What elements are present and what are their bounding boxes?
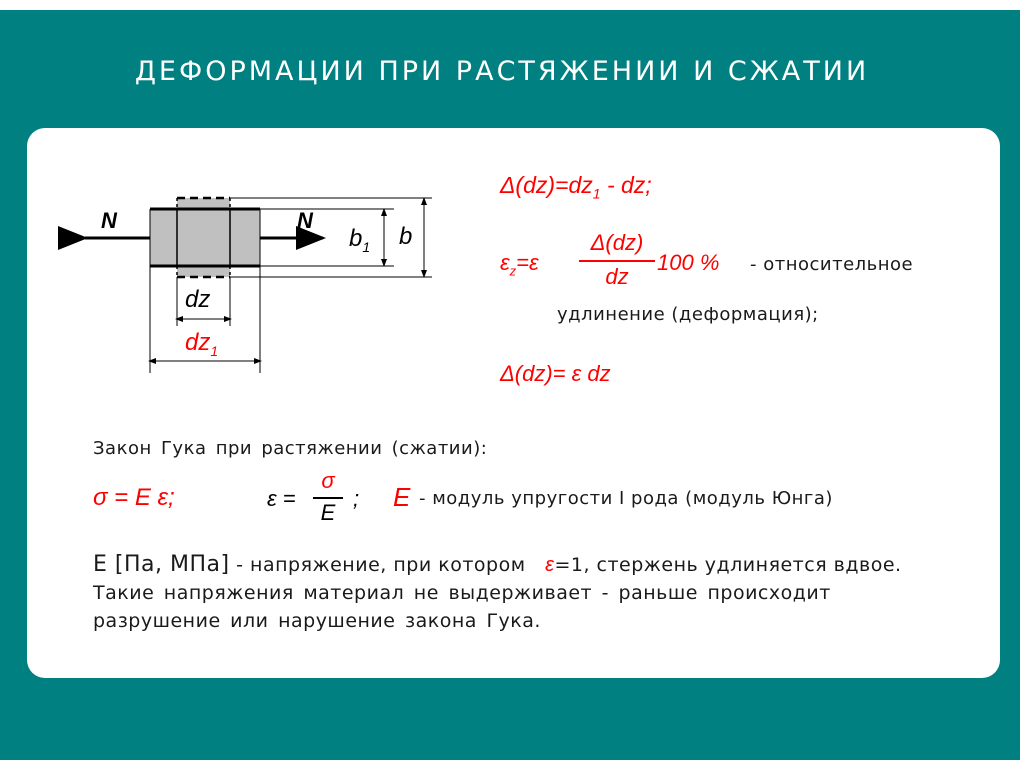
dz-label: dz: [185, 286, 211, 313]
slide-title: ДЕФОРМАЦИИ ПРИ РАСТЯЖЕНИИ И СЖАТИИ: [134, 56, 870, 87]
content-card: [27, 128, 1000, 678]
dz1-label: $dz_1$: [185, 329, 219, 359]
young-modulus-symbol: E: [393, 482, 411, 512]
note-line-1: Е [Па, МПа] - напряжение, при котором ε=1, стержень удлиняется вдвое.: [93, 552, 902, 577]
hooke-law: σ = E ε;: [93, 484, 175, 511]
slide-background: [0, 10, 1020, 760]
strain-lhs: $\varepsilon_z=\varepsilon$: [500, 250, 539, 279]
strain-description-2: удлинение (деформация);: [557, 304, 819, 325]
delta-dz-eps: Δ(dz)= ε dz: [500, 361, 611, 386]
young-modulus-description: - модуль упругости I рода (модуль Юнга): [419, 488, 833, 509]
b-label: b: [399, 223, 413, 250]
strain-percent: 100 %: [657, 250, 720, 275]
eps-fraction-bar: [313, 497, 343, 499]
strain-description: - относительное: [750, 254, 914, 275]
eps-numerator: σ: [321, 468, 335, 493]
fraction-bar: [579, 260, 655, 262]
strain-numerator: Δ(dz): [590, 230, 644, 255]
strain-denominator: dz: [605, 264, 629, 289]
hooke-heading: Закон Гука при растяжении (сжатии):: [93, 438, 488, 459]
force-label-right: N: [297, 208, 313, 233]
force-label-left: N: [101, 208, 117, 233]
eps-semicolon: ;: [353, 486, 360, 511]
b1-label: $b_1$: [349, 225, 371, 255]
eps-denominator: E: [320, 500, 336, 525]
note-line-2: Такие напряжения материал не выдерживает - раньше происходит: [93, 582, 831, 604]
eps-lhs: ε =: [267, 486, 296, 511]
delta-dz-definition: $\Delta(dz)=dz_1$ - dz;: [500, 172, 652, 202]
note-line-3: разрушение или нарушение закона Гука.: [93, 610, 541, 632]
